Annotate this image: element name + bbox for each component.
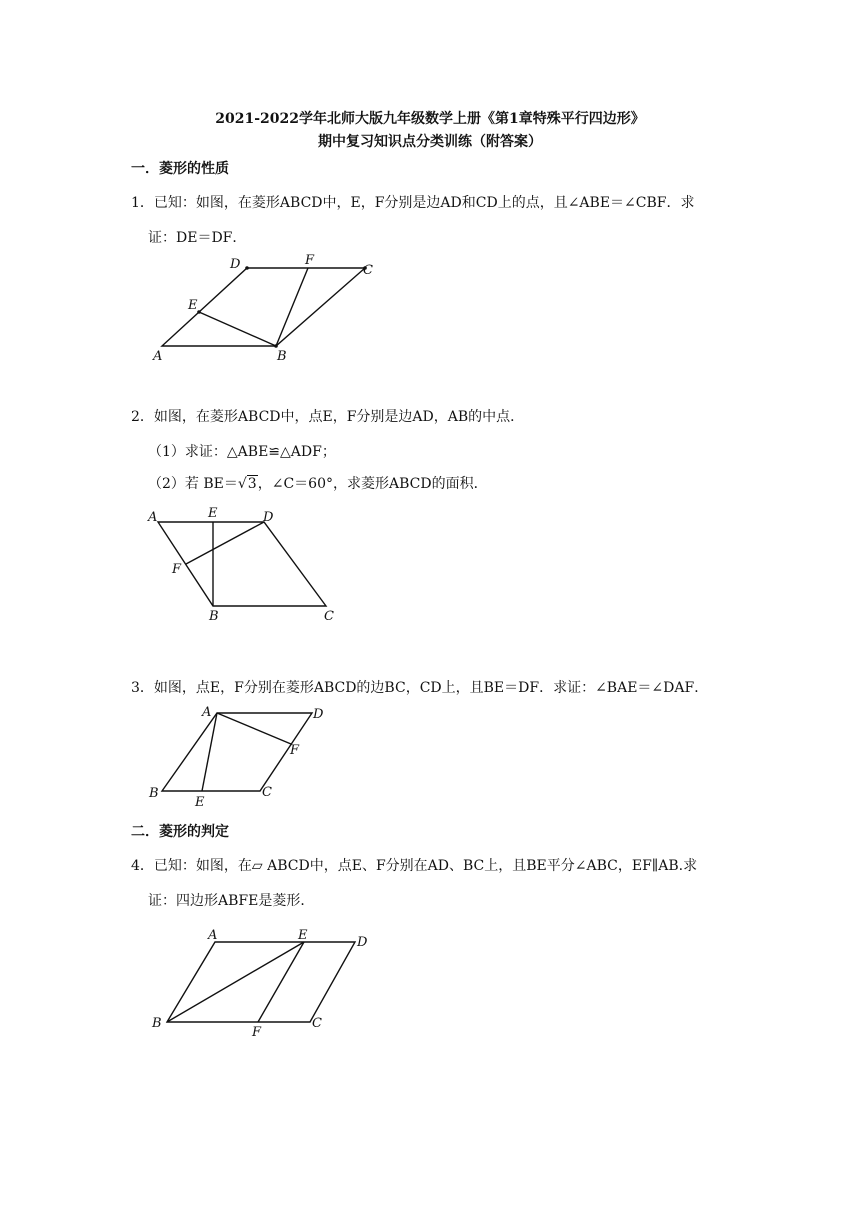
problem-3-figure [140, 700, 340, 810]
label-d: D [263, 510, 274, 525]
segment-df [186, 522, 264, 564]
label-e: E [188, 298, 198, 313]
label-a: A [202, 705, 212, 720]
label-e: E [208, 506, 218, 521]
label-e: E [298, 928, 308, 943]
problem-1-text-line2: 证：DE＝DF． [148, 230, 247, 246]
segment-be [199, 312, 276, 346]
parallelogram-abcd [167, 942, 355, 1022]
segment-ef [258, 942, 304, 1022]
label-c: C [363, 263, 373, 278]
label-c: C [262, 785, 272, 800]
label-c: C [312, 1016, 322, 1031]
doc-title-line1: 2021-2022学年北师大版九年级数学上册《第1章特殊平行四边形》 [215, 111, 645, 127]
point-d [245, 266, 249, 270]
section-heading-rhombus-criteria: 二．菱形的判定 [131, 824, 229, 840]
label-e: E [195, 795, 205, 810]
label-f: F [290, 743, 300, 758]
problem-1-figure [140, 252, 400, 367]
label-f: F [172, 562, 182, 577]
label-b: B [277, 349, 287, 364]
segment-bf [276, 268, 308, 346]
problem-2-part1: （1）求证：△ABE≌△ADF； [148, 444, 336, 460]
problem-4-text-line1: 4．已知：如图，在▱ ABCD中，点E、F分别在AD、BC上，且BE平分∠ABC，EF∥AB.求 [131, 858, 698, 874]
point-b [274, 344, 278, 348]
label-b: B [149, 786, 159, 801]
label-a: A [148, 510, 158, 525]
label-b: B [152, 1016, 162, 1031]
point-e [197, 310, 201, 314]
problem-2-text-line1: 2．如图，在菱形ABCD中，点E，F分别是边AD，AB的中点． [131, 409, 525, 425]
problem-4-figure [140, 922, 380, 1042]
label-a: A [153, 349, 163, 364]
label-f: F [305, 253, 315, 268]
section-heading-rhombus-properties: 一．菱形的性质 [131, 161, 229, 177]
problem-1-text-line1: 1．已知：如图，在菱形ABCD中，E，F分别是边AD和CD上的点，且∠ABE＝∠CBF．求 [131, 195, 695, 211]
problem-4-text-line2: 证：四边形ABFE是菱形． [148, 893, 315, 909]
sqrt-symbol: √3 [237, 476, 257, 492]
problem-2-part2-suffix: ，∠C＝60°，求菱形ABCD的面积． [257, 476, 488, 492]
problem-2-part2 [148, 473, 488, 493]
label-a: A [208, 928, 218, 943]
label-d: D [313, 707, 324, 722]
label-d: D [357, 935, 368, 950]
segment-af [217, 713, 291, 744]
label-f: F [252, 1025, 262, 1040]
doc-title-line2: 期中复习知识点分类训练（附答案） [318, 134, 542, 150]
segment-be [167, 942, 304, 1022]
label-c: C [324, 609, 334, 624]
problem-3-text-line1: 3．如图，点E，F分别在菱形ABCD的边BC，CD上，且BE＝DF．求证：∠BAE＝∠DAF． [131, 680, 709, 696]
problem-2-figure [140, 502, 350, 627]
label-b: B [209, 609, 219, 624]
label-d: D [230, 257, 241, 272]
problem-2-part2-prefix: （2）若 BE＝ [148, 476, 238, 492]
sqrt-radicand: 3 [247, 476, 257, 492]
